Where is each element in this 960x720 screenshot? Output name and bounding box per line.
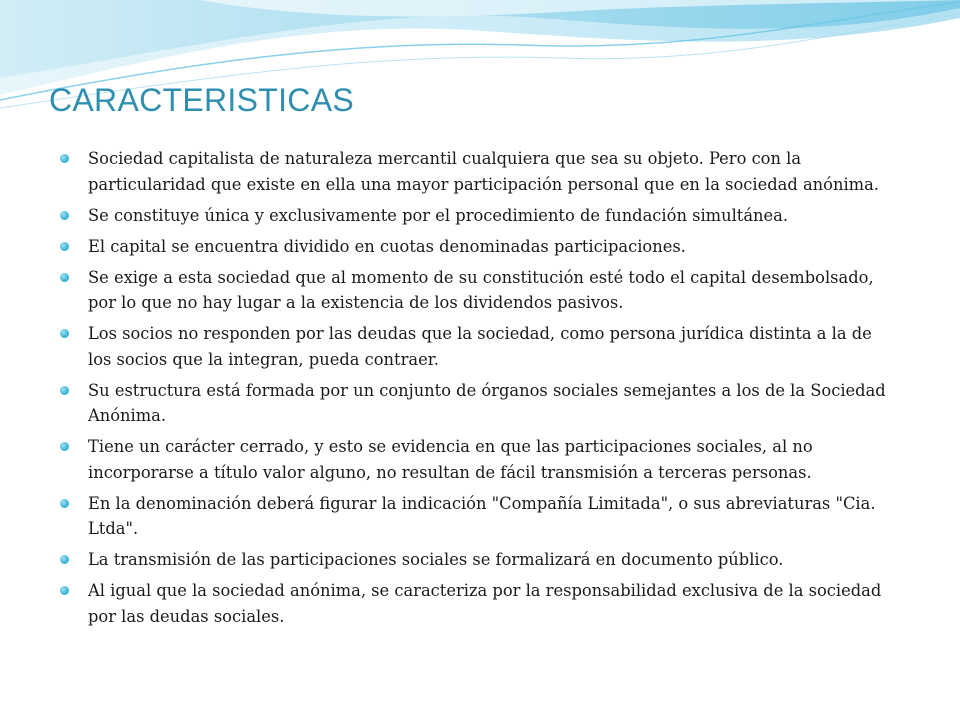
- bullet-text: Sociedad capitalista de naturaleza mercantil cualquiera que sea su objeto. Pero con la particularidad que existe en ella una mayor participación personal que en la sociedad anónima.: [88, 149, 879, 194]
- bullet-text: Se constituye única y exclusivamente por el procedimiento de fundación simultánea.: [88, 205, 789, 225]
- bullet-item: [60, 146, 900, 197]
- bullet-item: [60, 547, 900, 573]
- bullet-icon: [60, 242, 69, 251]
- bullet-icon: [60, 586, 69, 595]
- bullet-icon: [60, 499, 69, 508]
- bullet-item: [60, 321, 900, 372]
- bullet-text: La transmisión de las participaciones sociales se formalizará en documento público.: [88, 550, 784, 569]
- bullet-icon: [60, 273, 69, 282]
- bullet-list: [60, 146, 900, 635]
- bullet-item: [60, 265, 900, 316]
- bullet-item: [60, 578, 900, 629]
- bullet-icon: [60, 329, 69, 338]
- bullet-item: [60, 491, 900, 542]
- bullet-text: Tiene un carácter cerrado, y esto se evidencia en que las participaciones sociales, al no incorporarse a título valor alguno, no resultan de fácil transmisión a terceras personas.: [88, 437, 813, 482]
- bullet-icon: [60, 555, 69, 564]
- bullet-item: [60, 234, 900, 260]
- slide-title: CARACTERISTICAS: [49, 82, 354, 118]
- bullet-item: [60, 378, 900, 429]
- bullet-icon: [60, 442, 69, 451]
- bullet-icon: [60, 386, 69, 395]
- bullet-text: Al igual que la sociedad anónima, se caracteriza por la responsabilidad exclusiva de la sociedad por las deudas sociales.: [88, 581, 882, 626]
- bullet-icon: [60, 211, 69, 220]
- bullet-item: [60, 434, 900, 485]
- bullet-item: [60, 203, 900, 229]
- bullet-text: En la denominación deberá figurar la indicación "Compañía Limitada", o sus abreviaturas "Cia. Ltda".: [88, 493, 876, 538]
- bullet-text: El capital se encuentra dividido en cuotas denominadas participaciones.: [88, 236, 686, 256]
- bullet-text: Los socios no responden por las deudas que la sociedad, como persona jurídica distinta a la de los socios que la integran, pueda contraer.: [88, 324, 872, 369]
- bullet-text: Su estructura está formada por un conjunto de órganos sociales semejantes a los de la Sociedad Anónima.: [88, 380, 886, 425]
- bullet-icon: [60, 154, 69, 163]
- bullet-text: Se exige a esta sociedad que al momento de su constitución esté todo el capital desembolsado, por lo que no hay lugar a la existencia de los dividendos pasivos.: [88, 267, 874, 312]
